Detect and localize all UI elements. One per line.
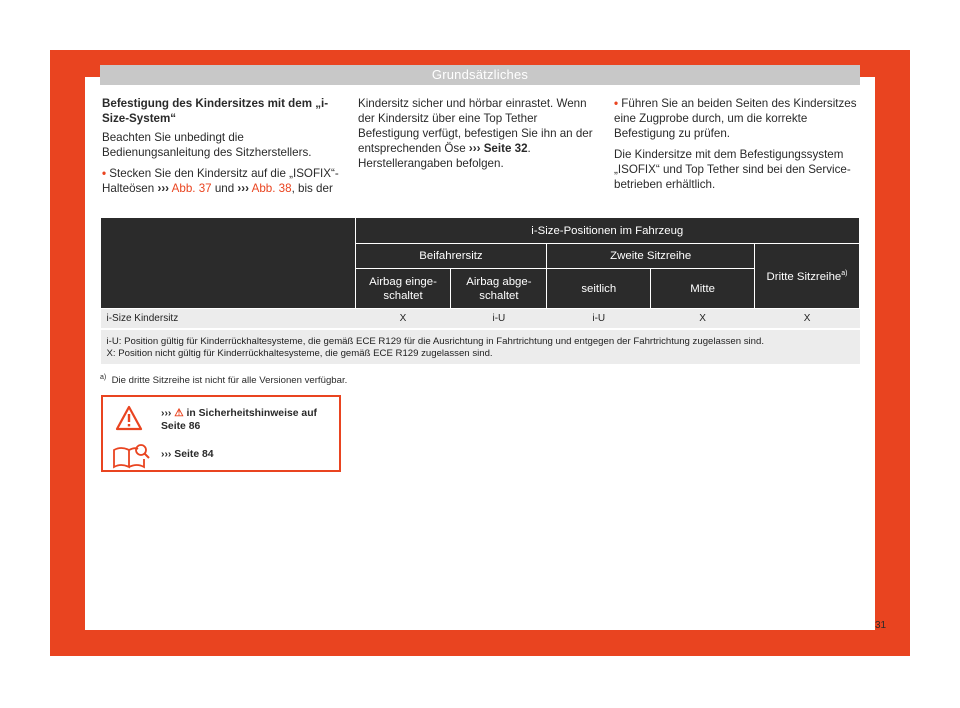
table-title: i-Size-Positionen im Fahrzeug [355, 218, 859, 244]
column-2 [358, 96, 598, 177]
bullet-paragraph: • Führen Sie an beiden Seiten des Kindersitzes eine Zugprobe durch, um die korrekte Befestigung zu prüfen. [614, 97, 857, 140]
bullet-icon: • [614, 97, 619, 110]
cell: X [355, 309, 451, 329]
page-reference-link[interactable]: ››› Seite 84 [161, 449, 214, 460]
table-note: i-U: Position gültig für Kinderrückhaltesysteme, die gemäß ECE R129 für die Ausrichtung in Fahrtrichtung und entgegen der Fahrtrichtung zugelassen sind. X: Position nicht gültig für Kinderrückhaltesysteme, die gemäß ECE R129 zugelassen sind. [101, 329, 860, 365]
bullet-icon: • [102, 167, 107, 180]
manual-book-icon [111, 441, 151, 469]
isize-positions-table [100, 217, 860, 366]
section-header: Grundsätzliches [100, 65, 860, 85]
row-label: i-Size Kindersitz [101, 309, 356, 329]
intro-paragraph: Beachten Sie unbedingt die Bedienungsanleitung des Sitzherstellers. [102, 131, 312, 159]
ref-arrow-icon: ››› [237, 182, 250, 195]
bullet-paragraph: • Stecken Sie den Kindersitz auf die „ISOFIX“-Halteösen ››› Abb. 37 und ››› Abb. 38, bis der [102, 167, 339, 195]
figure-link-1[interactable]: Abb. 37 [171, 182, 212, 195]
ref-arrow-icon: ››› [161, 408, 172, 419]
ref-arrow-icon: ››› [468, 142, 481, 155]
table-row [101, 309, 860, 329]
group-header-third-row: Dritte Sitzreihe$^{a)}$ [755, 244, 860, 309]
sub-header-middle: Mitte [651, 269, 755, 309]
figure-link-2[interactable]: Abb. 38 [251, 182, 292, 195]
group-header-passenger: Beifahrersitz [355, 244, 547, 269]
column-3 [614, 96, 860, 198]
continued-paragraph: Kindersitz sicher und hörbar einrastet. Wenn der Kindersitz über eine Top Tether Befestigung verfügt, befestigen Sie ihn an der entsprechenden Öse ››› Seite 32. Herstellerangaben befolgen. [358, 97, 593, 170]
warning-box [101, 395, 341, 472]
page-link[interactable]: Seite 32 [483, 142, 528, 155]
ref-arrow-icon: ››› [161, 449, 172, 460]
cell: i-U [547, 309, 651, 329]
cell: i-U [451, 309, 547, 329]
sub-header-airbag-off: Airbag abge-schaltet [451, 269, 547, 309]
cell: X [755, 309, 860, 329]
warning-triangle-icon [115, 405, 143, 431]
table-note-row [101, 329, 860, 365]
sub-header-airbag-on: Airbag einge-schaltet [355, 269, 451, 309]
footnote: $^{a)}$ Die dritte Sitzreihe ist nicht für alle Versionen verfügbar. [100, 374, 348, 387]
page-number: 31 [875, 620, 887, 631]
warning-link[interactable]: ››› ⚠ in Sicherheitshinweise auf Seite 86 [161, 408, 317, 432]
ref-arrow-icon: ››› [157, 182, 170, 195]
warning-small-icon: ⚠ [174, 408, 184, 419]
cell: X [651, 309, 755, 329]
sub-header-side: seitlich [547, 269, 651, 309]
section-heading: Befestigung des Kindersitzes mit dem „i-Size-System“ [102, 97, 329, 125]
table-corner [101, 218, 356, 309]
column-1 [102, 96, 347, 202]
group-header-second-row: Zweite Sitzreihe [547, 244, 755, 269]
info-paragraph: Die Kindersitze mit dem Befestigungssystem „ISOFIX“ und Top Tether sind bei den Service-betrieben erhältlich. [614, 148, 851, 191]
